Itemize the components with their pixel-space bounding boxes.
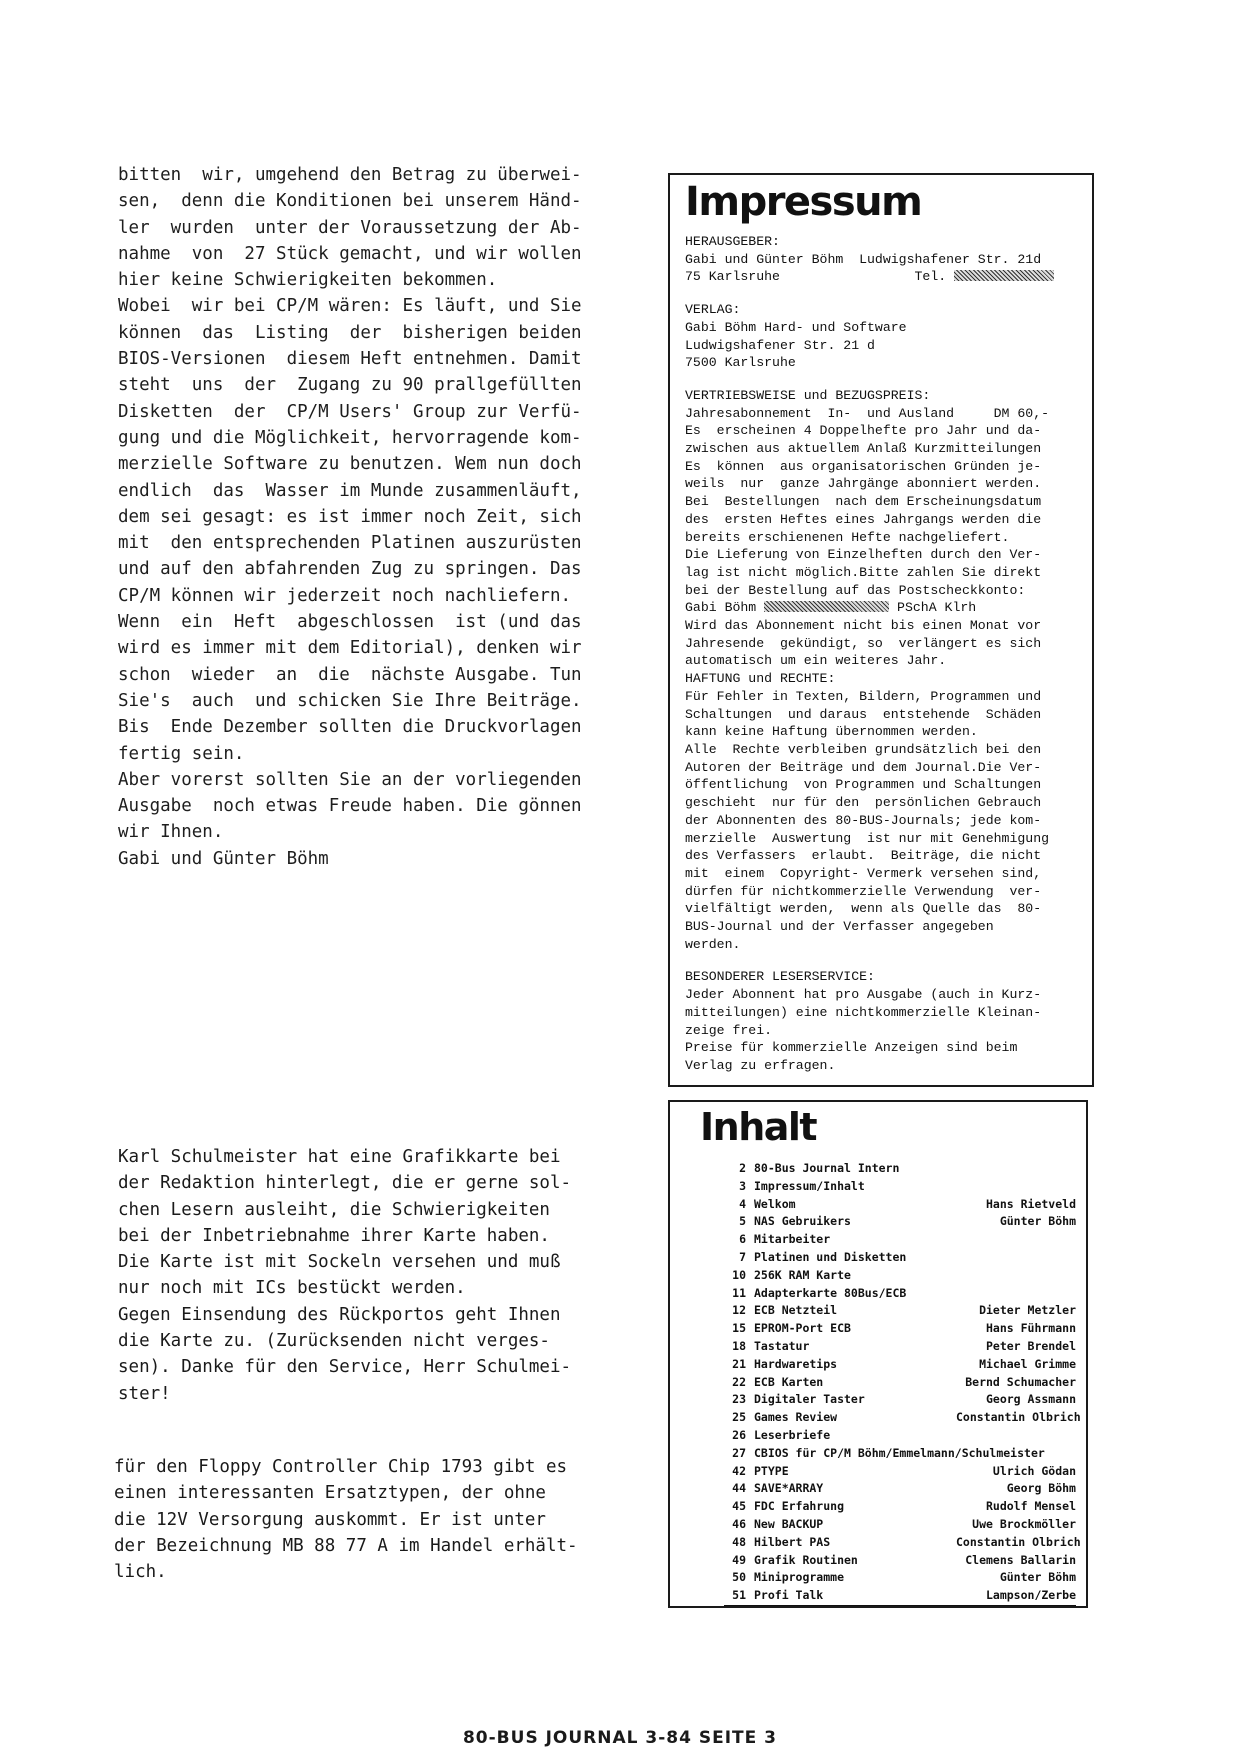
toc-page-number: 46	[732, 1516, 746, 1531]
text-line: Für Fehler in Texten, Bildern, Programmen und	[685, 688, 1042, 704]
text-line: dürfen für nichtkommerzielle Verwendung ver-	[685, 883, 1042, 899]
text-line: geschieht nur für den persönlichen Gebrauch	[685, 795, 1042, 811]
text-line: des Verfassers erlaubt. Beiträge, die nicht	[685, 848, 1042, 864]
toc-author: Bernd Schumacher	[965, 1374, 1076, 1389]
toc-title: Profi Talk	[754, 1588, 824, 1603]
table-of-contents	[700, 1160, 1081, 1606]
toc-author	[1045, 1445, 1165, 1463]
text-line: nahme von 27 Stück gemacht, und wir wollen	[118, 243, 582, 264]
toc-row	[724, 1249, 1076, 1267]
toc-page-number: 6	[739, 1232, 746, 1247]
toc-page-number: 44	[732, 1481, 746, 1496]
toc-title: ECB Netzteil	[754, 1303, 838, 1318]
text-line: Wird das Abonnement nicht bis einen Monat vor	[685, 618, 1042, 634]
text-line: Disketten der CP/M Users' Group zur Verfü-	[118, 401, 582, 422]
toc-title: Leserbriefe	[754, 1427, 831, 1442]
toc-title: FDC Erfahrung	[754, 1499, 845, 1514]
toc-title: Hardwaretips	[754, 1356, 838, 1371]
text-line: wir Ihnen.	[118, 822, 224, 843]
text-line: können das Listing der bisherigen beiden	[118, 322, 582, 343]
toc-author	[956, 1285, 1076, 1303]
toc-author: Hans Rietveld	[985, 1196, 1076, 1211]
toc-author	[956, 1160, 1076, 1178]
text-line: mit den entsprechenden Platinen auszurüsten	[118, 533, 582, 554]
toc-page-number: 7	[739, 1249, 746, 1264]
toc-author: Hans Führmann	[985, 1321, 1076, 1336]
text-line: Jahresende gekündigt, so verlängert es sich	[685, 635, 1042, 651]
toc-row	[724, 1356, 1076, 1374]
toc-author: Lampson/Zerbe	[985, 1588, 1076, 1603]
toc-author: Uwe Brockmöller	[972, 1516, 1076, 1531]
text-line: Gabi und Günter Böhm Ludwigshafener Str. 21d	[685, 251, 1042, 267]
text-line: automatisch um ein weiteres Jahr.	[685, 653, 947, 669]
text-line: BIOS-Versionen diesem Heft entnehmen. Damit	[118, 349, 582, 370]
text-line: Jahresabonnement In- und Ausland DM 60,-	[685, 405, 1050, 421]
text-line: sen). Danke für den Service, Herr Schulmei-	[118, 1357, 572, 1378]
toc-page-number: 45	[732, 1499, 746, 1514]
toc-page-number: 42	[732, 1463, 746, 1478]
toc-row	[724, 1338, 1076, 1356]
leserservice-heading: BESONDERER LESERSERVICE:	[685, 969, 875, 985]
toc-title: Hilbert PAS	[754, 1534, 831, 1549]
text-line	[685, 599, 1082, 617]
redacted-account	[764, 601, 889, 612]
text-line: lich.	[114, 1562, 167, 1583]
toc-row	[724, 1196, 1076, 1214]
text-line: chen Lesern ausleiht, die Schwierigkeiten	[118, 1199, 550, 1220]
editorial-text	[118, 162, 594, 872]
text-line: Wobei wir bei CP/M wären: Es läuft, und Sie	[118, 296, 582, 317]
toc-page-number: 5	[739, 1214, 746, 1229]
text-line: Karl Schulmeister hat eine Grafikkarte bei	[118, 1147, 561, 1167]
toc-author	[956, 1231, 1076, 1249]
toc-row	[724, 1285, 1076, 1303]
text-line: fertig sein.	[118, 743, 245, 764]
text-line: Sie's auch und schicken Sie Ihre Beiträge.	[118, 690, 582, 711]
toc-title: 256K RAM Karte	[754, 1267, 851, 1282]
text-line: Die Lieferung von Einzelheften durch den Ver-	[685, 547, 1042, 563]
toc-page-number: 27	[732, 1445, 746, 1460]
toc-row	[724, 1552, 1076, 1570]
toc-row	[724, 1480, 1076, 1498]
toc-page-number: 49	[732, 1552, 746, 1567]
toc-title: Miniprogramme	[754, 1570, 845, 1585]
toc-author: Günter Böhm	[999, 1214, 1076, 1229]
toc-page-number: 3	[739, 1178, 746, 1193]
toc-row	[724, 1391, 1076, 1409]
text-line: mitteilungen) eine nichtkommerzielle Kleinan-	[685, 1004, 1042, 1020]
text-line: Alle Rechte verbleiben grundsätzlich bei den	[685, 741, 1042, 757]
toc-author: Ulrich Gödan	[992, 1463, 1076, 1478]
text-line: ster!	[118, 1383, 171, 1404]
text-line: Gabi Böhm Hard- und Software	[685, 319, 907, 335]
toc-page-number: 48	[732, 1534, 746, 1549]
toc-title: 80-Bus Journal Intern	[754, 1161, 900, 1175]
toc-page-number: 22	[732, 1374, 746, 1389]
toc-page-number: 26	[732, 1427, 746, 1442]
toc-page-number: 50	[732, 1570, 746, 1585]
text-line: Preise für kommerzielle Anzeigen sind beim	[685, 1040, 1018, 1056]
toc-author: Michael Grimme	[979, 1356, 1076, 1371]
toc-author: Georg Böhm	[1006, 1481, 1076, 1496]
toc-row	[724, 1445, 1076, 1463]
text-line: Es können aus organisatorischen Gründen je-	[685, 458, 1042, 474]
text-line: hier keine Schwierigkeiten bekommen.	[118, 270, 498, 291]
text-line: des ersten Heftes eines Jahrgangs werden die	[685, 511, 1042, 527]
publisher-heading: HERAUSGEBER:	[685, 234, 780, 249]
text-line: Wenn ein Heft abgeschlossen ist (und das	[118, 612, 582, 633]
text-line: werden.	[685, 936, 741, 952]
toc-author: Dieter Metzler	[979, 1303, 1076, 1318]
toc-author: Constantin Olbrich	[956, 1534, 1081, 1549]
toc-row	[724, 1160, 1076, 1178]
toc-author	[956, 1178, 1076, 1196]
text-line: Schaltungen und daraus entstehende Schäden	[685, 706, 1042, 722]
text-line: öffentlichung von Programmen und Schaltungen	[685, 777, 1042, 793]
toc-row	[724, 1320, 1076, 1338]
text-line	[685, 268, 1082, 286]
text-line: bei der Bestellung auf das Postscheckkonto:	[685, 582, 1026, 598]
toc-title: Platinen und Disketten	[754, 1249, 907, 1264]
text-line: Jeder Abonnent hat pro Ausgabe (auch in Kurz-	[685, 987, 1042, 1003]
text-line: für den Floppy Controller Chip 1793 gibt es	[114, 1457, 568, 1477]
toc-page-number: 25	[732, 1410, 746, 1425]
text-line: und auf den abfahrenden Zug zu springen. Das	[118, 559, 582, 580]
toc-page-number: 12	[732, 1303, 746, 1318]
text-line: bitten wir, umgehend den Betrag zu überwei-	[118, 165, 582, 185]
text-line: lag ist nicht möglich.Bitte zahlen Sie direkt	[685, 564, 1042, 580]
impressum-title: Impressum	[685, 179, 922, 225]
text-line: einen interessanten Ersatztypen, der ohne	[114, 1483, 546, 1504]
toc-row	[724, 1516, 1076, 1534]
toc-row	[724, 1302, 1076, 1320]
text-line: Die Karte ist mit Sockeln versehen und muß	[118, 1252, 561, 1273]
toc-title: Tastatur	[754, 1338, 810, 1353]
toc-title: Grafik Routinen	[754, 1552, 858, 1567]
toc-title: CBIOS für CP/M Böhm/Emmelmann/Schulmeister	[754, 1445, 1045, 1460]
toc-title: ECB Karten	[754, 1374, 824, 1389]
text-line: der Bezeichnung MB 88 77 A im Handel erhält-	[114, 1535, 578, 1556]
toc-row	[724, 1213, 1076, 1231]
toc-row	[724, 1587, 1076, 1606]
text-line: CP/M können wir jederzeit noch nachliefern.	[118, 585, 572, 606]
signature-line: Gabi und Günter Böhm	[118, 848, 329, 869]
text-line: Es erscheinen 4 Doppelhefte pro Jahr und da-	[685, 423, 1042, 439]
text-line: der Redaktion hinterlegt, die er gerne sol-	[118, 1173, 572, 1194]
text-line: schon wieder an die nächste Ausgabe. Tun	[118, 664, 582, 685]
text-line: mit einem Copyright- Vermerk versehen sind,	[685, 865, 1042, 881]
text-line: endlich das Wasser im Munde zusammenläuft,	[118, 480, 582, 501]
text-line: steht uns der Zugang zu 90 prallgefüllten	[118, 375, 582, 396]
text-line: gung und die Möglichkeit, hervorragende kom-	[118, 427, 582, 448]
toc-author: Peter Brendel	[985, 1338, 1076, 1353]
toc-page-number: 4	[739, 1196, 746, 1211]
text-line: ler wurden unter der Voraussetzung der Ab-	[118, 217, 582, 238]
text-line: bei der Inbetriebnahme ihrer Karte haben.	[118, 1225, 550, 1246]
toc-row	[724, 1374, 1076, 1392]
toc-page-number: 51	[732, 1588, 746, 1603]
toc-author	[956, 1249, 1076, 1267]
toc-page-number: 23	[732, 1392, 746, 1407]
text-line: dem sei gesagt: es ist immer noch Zeit, sich	[118, 506, 582, 527]
inhalt-box	[668, 1100, 1088, 1608]
toc-page-number: 21	[732, 1356, 746, 1371]
toc-author: Clemens Ballarin	[965, 1552, 1076, 1567]
toc-row	[724, 1569, 1076, 1587]
toc-title: Digitaler Taster	[754, 1392, 865, 1407]
text-line: die 12V Versorgung auskommt. Er ist unter	[114, 1509, 546, 1530]
verlag-heading: VERLAG:	[685, 302, 741, 318]
vertrieb-heading: VERTRIEBSWEISE und BEZUGSPREIS:	[685, 387, 931, 403]
toc-row	[724, 1231, 1076, 1249]
toc-page-number: 2	[739, 1161, 746, 1175]
floppy-controller-notice	[114, 1454, 594, 1585]
text-line: der Abonnenten des 80-BUS-Journals; jede kom-	[685, 812, 1042, 828]
page-footer: 80-BUS JOURNAL 3-84 SEITE 3	[462, 1728, 778, 1748]
text-line: sen, denn die Konditionen bei unserem Händ-	[118, 191, 582, 212]
toc-row	[724, 1534, 1081, 1552]
text-line: zeige frei.	[685, 1022, 773, 1038]
toc-row	[724, 1409, 1081, 1427]
toc-author: Günter Böhm	[999, 1570, 1076, 1585]
toc-author	[956, 1427, 1076, 1445]
text-line: 7500 Karlsruhe	[685, 355, 796, 371]
text-line: wird es immer mit dem Editorial), denken wir	[118, 638, 582, 659]
text-line: Verlag zu erfragen.	[685, 1057, 836, 1073]
text-line: Autoren der Beiträge und dem Journal.Die Ver-	[685, 759, 1042, 775]
text-line: vielfältigt werden, wenn als Quelle das 80-	[685, 901, 1042, 917]
toc-page-number: 15	[732, 1321, 746, 1336]
grafikkarte-notice	[118, 1144, 594, 1407]
inhalt-title: Inhalt	[700, 1105, 817, 1149]
text-segment: Gabi Böhm	[685, 600, 765, 616]
impressum-box	[668, 173, 1094, 1087]
text-line: weils nur ganze Jahrgänge abonniert werden.	[685, 476, 1042, 492]
toc-title: NAS Gebruikers	[754, 1214, 851, 1229]
text-line: Ludwigshafener Str. 21 d	[685, 337, 875, 353]
toc-page-number: 18	[732, 1338, 746, 1353]
toc-row	[724, 1267, 1076, 1285]
toc-row	[724, 1427, 1076, 1445]
toc-title: Games Review	[754, 1410, 838, 1425]
toc-author	[956, 1267, 1076, 1285]
toc-title: Welkom	[754, 1196, 796, 1211]
haftung-heading: HAFTUNG und RECHTE:	[685, 671, 836, 687]
text-line: Bei Bestellungen nach dem Erscheinungsdatum	[685, 494, 1042, 510]
text-line: die Karte zu. (Zurücksenden nicht verges-	[118, 1331, 550, 1352]
redacted-phone	[954, 270, 1054, 281]
text-segment: PSchA Klrh	[889, 600, 977, 616]
toc-title: New BACKUP	[754, 1516, 824, 1531]
text-line: Ausgabe noch etwas Freude haben. Die gönnen	[118, 796, 582, 817]
text-segment: 75 Karlsruhe Tel.	[685, 269, 955, 285]
text-line: bereits erschienenen Hefte nachgeliefert.	[685, 529, 1010, 545]
text-line: kann keine Haftung übernommen werden.	[685, 724, 978, 740]
toc-author: Constantin Olbrich	[956, 1410, 1081, 1425]
toc-row	[724, 1178, 1076, 1196]
toc-author: Georg Assmann	[985, 1392, 1076, 1407]
text-line: merzielle Auswertung ist nur mit Genehmigung	[685, 830, 1050, 846]
toc-row	[724, 1463, 1076, 1481]
text-line: Aber vorerst sollten Sie an der vorliegenden	[118, 769, 582, 790]
text-line: nur noch mit ICs bestückt werden.	[118, 1278, 466, 1299]
toc-title: Impressum/Inhalt	[754, 1178, 865, 1193]
toc-author: Rudolf Mensel	[985, 1499, 1076, 1514]
toc-title: EPROM-Port ECB	[754, 1321, 851, 1336]
text-line: merzielle Software zu benutzen. Wem nun doch	[118, 454, 582, 475]
toc-title: PTYPE	[754, 1463, 789, 1478]
text-line: zwischen aus aktuellem Anlaß Kurzmitteilungen	[685, 441, 1042, 457]
toc-page-number: 10	[732, 1267, 746, 1282]
text-line: Bis Ende Dezember sollten die Druckvorlagen	[118, 717, 582, 738]
toc-title: Adapterkarte 80Bus/ECB	[754, 1285, 907, 1300]
text-line: BUS-Journal und der Verfasser angegeben	[685, 919, 994, 935]
toc-title: SAVE*ARRAY	[754, 1481, 824, 1496]
text-line: Gegen Einsendung des Rückportos geht Ihnen	[118, 1304, 561, 1325]
toc-page-number: 11	[732, 1285, 746, 1300]
toc-title: Mitarbeiter	[754, 1232, 831, 1247]
toc-row	[724, 1498, 1076, 1516]
